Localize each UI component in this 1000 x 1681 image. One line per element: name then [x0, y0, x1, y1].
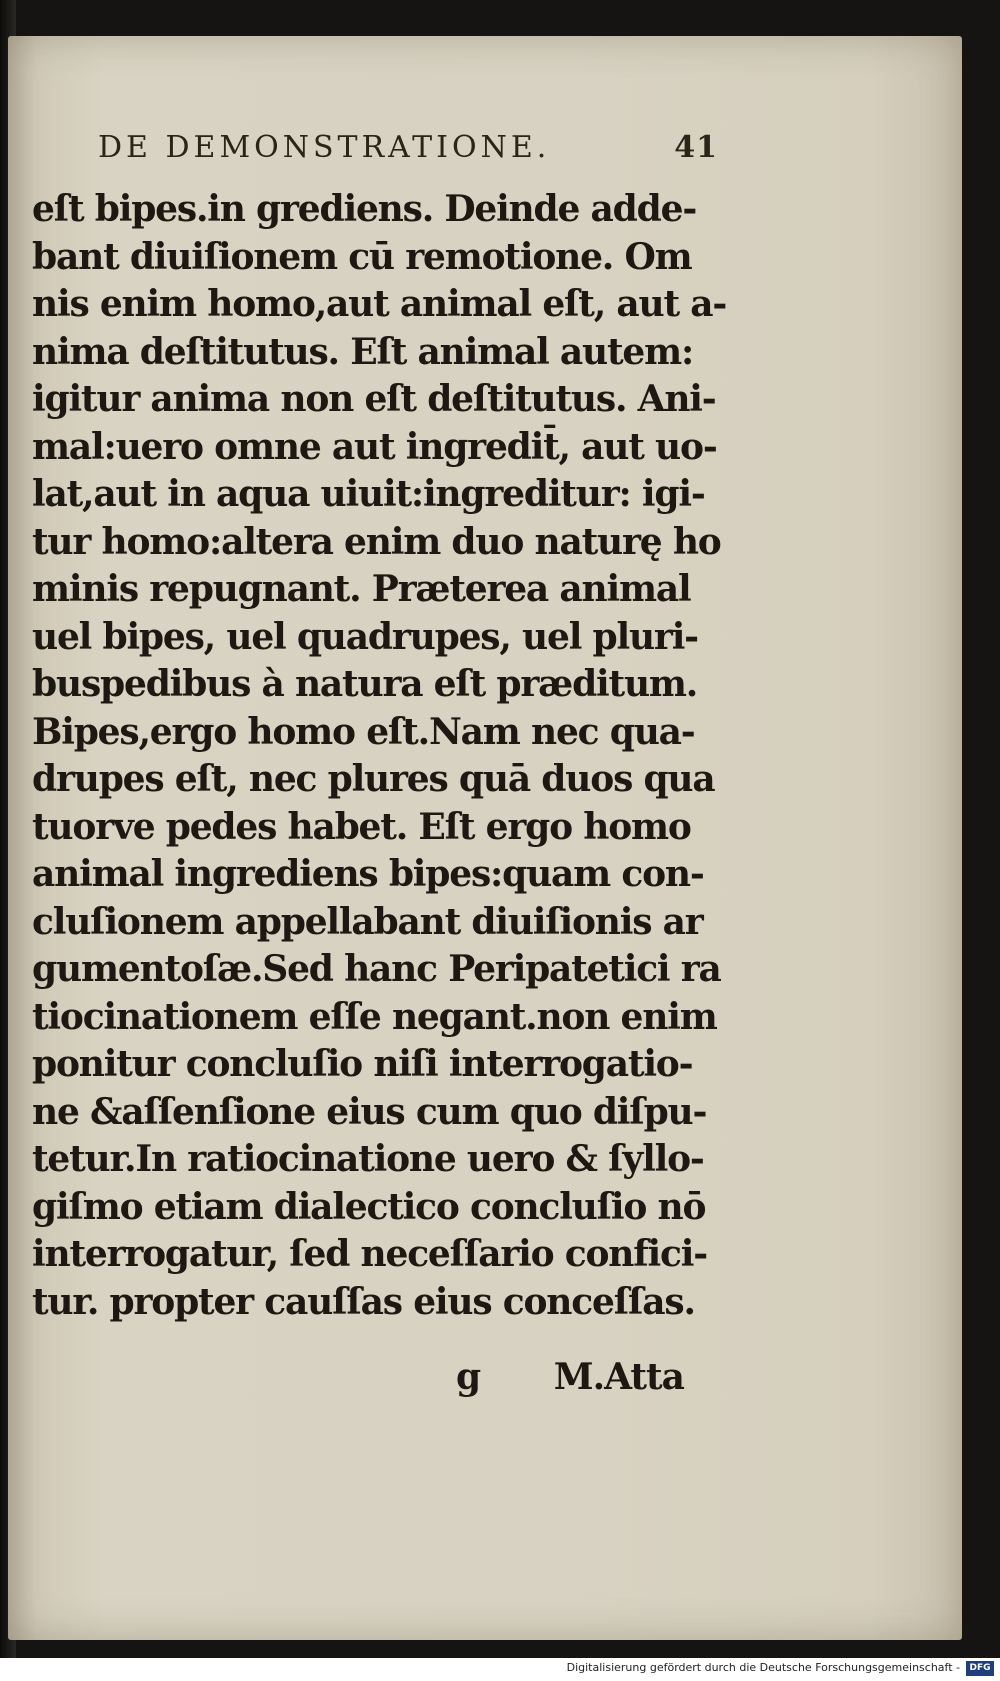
text-line: giſmo etiam dialectico concluſio nō — [32, 1185, 706, 1228]
body-text — [32, 186, 727, 1326]
page-number: 41 — [674, 130, 718, 165]
text-line: animal ingrediens bipes:quam con- — [32, 853, 704, 895]
text-line: ponitur concluſio niſi interrogatio- — [32, 1043, 693, 1085]
running-header — [98, 130, 718, 174]
dfg-logo: DFG — [966, 1661, 994, 1676]
catchword: M.Atta — [553, 1356, 684, 1398]
running-title: DE DEMONSTRATIONE. — [98, 130, 551, 165]
text-line: bant diuiſionem cū remotione. Om — [32, 235, 692, 278]
signature-mark: g — [456, 1356, 482, 1398]
text-line: nis enim homo,aut animal eſt, aut a- — [32, 283, 727, 325]
text-line: Bipes,ergo homo eſt.Nam nec qua- — [32, 710, 695, 753]
funding-credit: Digitalisierung gefördert durch die Deutsche Forschungsgemeinschaft - — [566, 1661, 960, 1674]
text-line: mal:uero omne aut ingredit̄, aut uo- — [32, 425, 717, 468]
text-line: tur. propter cauſſas eius conceſſas. — [32, 1280, 695, 1323]
text-line: gumentoſæ.Sed hanc Peripatetici ra — [32, 948, 721, 990]
text-line: minis repugnant. Præterea animal — [32, 568, 691, 610]
text-line: drupes eſt, nec plures quā duos qua — [32, 758, 715, 800]
text-line: tetur.In ratiocinatione uero & ſyllo- — [32, 1138, 704, 1180]
text-line: ne &aſſenſione eius cum quo diſpu- — [32, 1090, 707, 1133]
text-line: lat,aut in aqua uiuit:ingreditur: igi- — [32, 473, 705, 515]
digitization-footer — [0, 1658, 1000, 1681]
text-line: interrogatur, ſed neceſſario confici- — [32, 1233, 707, 1275]
text-line: igitur anima non eſt deſtitutus. Ani- — [32, 378, 716, 420]
text-line: nima deſtitutus. Eſt animal autem: — [32, 330, 694, 373]
text-line: tuorve pedes habet. Eſt ergo homo — [32, 805, 691, 848]
catchline — [440, 1356, 700, 1404]
text-line: tur homo:altera enim duo naturę ho — [32, 520, 721, 563]
text-line: buspedibus à natura eſt præditum. — [32, 663, 698, 705]
text-line: tiocinationem eſſe negant.non enim — [32, 995, 717, 1038]
text-line: uel bipes, uel quadrupes, uel pluri- — [32, 615, 698, 658]
text-line: cluſionem appellabant diuiſionis ar — [32, 900, 703, 943]
text-line: eſt bipes.in grediens. Deinde adde- — [32, 188, 697, 230]
